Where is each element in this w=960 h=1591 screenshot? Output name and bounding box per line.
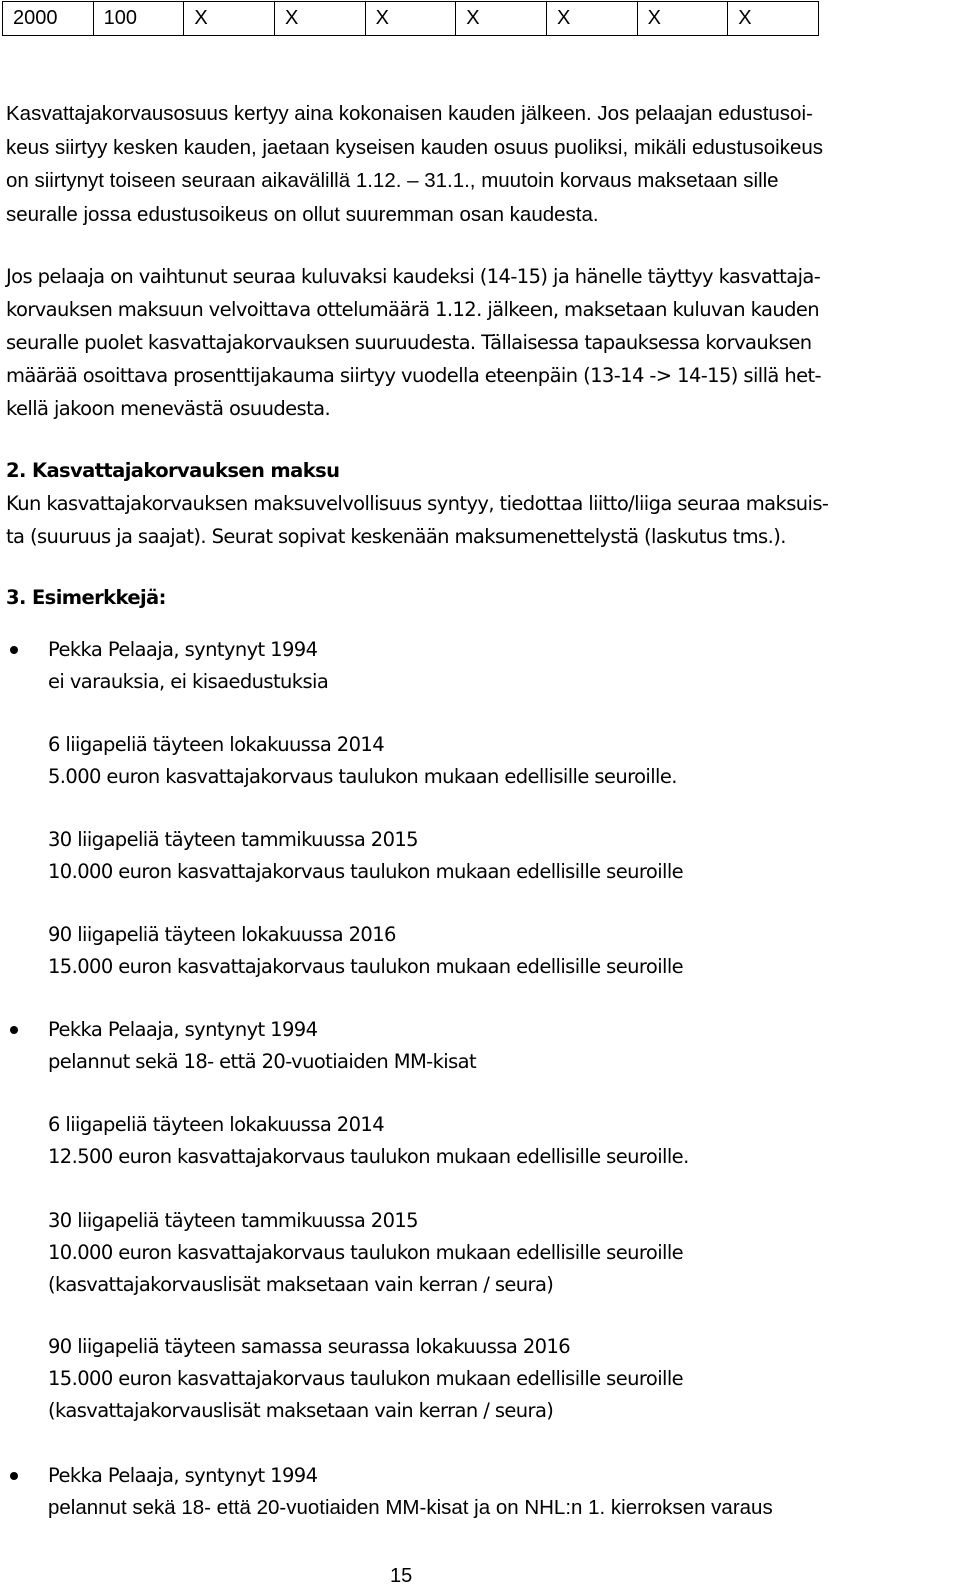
- example-name: Pekka Pelaaja, syntynyt 1994: [48, 1018, 318, 1041]
- text-line: korvauksen maksuun velvoittava ottelumäärä 1.12. jälkeen, maksetaan kuluvan kauden: [6, 298, 820, 321]
- table-cell: X: [365, 2, 456, 36]
- example-line: 12.500 euron kasvattajakorvaus taulukon mukaan edellisille seuroille.: [48, 1145, 689, 1168]
- example-line: 15.000 euron kasvattajakorvaus taulukon mukaan edellisille seuroille: [48, 955, 684, 978]
- example-line: 10.000 euron kasvattajakorvaus taulukon mukaan edellisille seuroille: [48, 860, 684, 883]
- example-line: 6 liigapeliä täyteen lokakuussa 2014: [48, 1113, 385, 1136]
- example-line: 30 liigapeliä täyteen tammikuussa 2015: [48, 1209, 418, 1232]
- table-cell: X: [546, 2, 637, 36]
- text-line: kellä jakoon menevästä osuudesta.: [6, 397, 331, 420]
- text-line: seuralle puolet kasvattajakorvauksen suuruudesta. Tällaisessa tapauksessa korvauksen: [6, 331, 812, 354]
- example-name: Pekka Pelaaja, syntynyt 1994: [48, 638, 318, 661]
- table-cell: X: [728, 2, 819, 36]
- example-line: 6 liigapeliä täyteen lokakuussa 2014: [48, 733, 385, 756]
- table-cell: X: [184, 2, 275, 36]
- top-table: [2, 1, 819, 36]
- text-line: Kun kasvattajakorvauksen maksuvelvollisuus syntyy, tiedottaa liitto/liiga seuraa maksuis-: [6, 492, 829, 515]
- text-line: on siirtynyt toiseen seuraan aikavälillä 1.12. – 31.1., muutoin korvaus maksetaan sille: [6, 169, 779, 192]
- section-maksu: [6, 454, 936, 553]
- text-line: Kasvattajakorvausosuus kertyy aina kokonaisen kauden jälkeen. Jos pelaajan edustusoi-: [6, 102, 813, 125]
- table-row: [3, 2, 819, 36]
- example-line: (kasvattajakorvauslisät maksetaan vain kerran / seura): [48, 1399, 554, 1422]
- example-line: 10.000 euron kasvattajakorvaus taulukon mukaan edellisille seuroille: [48, 1241, 684, 1264]
- example-line: 90 liigapeliä täyteen samassa seurassa lokakuussa 2016: [48, 1335, 571, 1358]
- paragraph-edustusoikeus: [6, 97, 936, 231]
- table-cell: X: [274, 2, 365, 36]
- text-line: ta (suuruus ja saajat). Seurat sopivat keskenään maksumenettelystä (laskutus tms.).: [6, 525, 786, 548]
- section-heading-esimerkkeja: 3. Esimerkkejä:: [6, 586, 166, 609]
- example-desc: pelannut sekä 18- että 20-vuotiaiden MM-kisat ja on NHL:n 1. kierroksen varaus: [48, 1496, 773, 1519]
- bullet-icon: [10, 1026, 18, 1034]
- example-line: 30 liigapeliä täyteen tammikuussa 2015: [48, 828, 418, 851]
- table-cell: X: [456, 2, 547, 36]
- table-cell: X: [637, 2, 728, 36]
- text-line: määrää osoittava prosenttijakauma siirtyy vuodella eteenpäin (13-14 -> 14-15) sillä het-: [6, 364, 821, 387]
- text-line: seuralle jossa edustusoikeus on ollut suuremman osan kaudesta.: [6, 202, 599, 226]
- table-cell: 2000: [3, 2, 94, 36]
- example-line: (kasvattajakorvauslisät maksetaan vain kerran / seura): [48, 1273, 554, 1296]
- page-number: 15: [390, 1565, 413, 1587]
- example-line: 5.000 euron kasvattajakorvaus taulukon mukaan edellisille seuroille.: [48, 765, 677, 788]
- example-desc: ei varauksia, ei kisaedustuksia: [48, 670, 329, 693]
- section-heading: 2. Kasvattajakorvauksen maksu: [6, 459, 340, 482]
- text-line: keus siirtyy kesken kauden, jaetaan kyseisen kauden osuus puoliksi, mikäli edustusoikeus: [6, 135, 824, 159]
- paragraph-seuran-vaihto: [6, 260, 936, 425]
- table-cell: 100: [93, 2, 184, 36]
- example-desc: pelannut sekä 18- että 20-vuotiaiden MM-kisat: [48, 1050, 477, 1073]
- example-line: 90 liigapeliä täyteen lokakuussa 2016: [48, 923, 396, 946]
- bullet-icon: [10, 1472, 18, 1480]
- text-line: Jos pelaaja on vaihtunut seuraa kuluvaksi kaudeksi (14-15) ja hänelle täyttyy kasvattaja-: [6, 265, 821, 288]
- bullet-icon: [10, 646, 18, 654]
- example-name: Pekka Pelaaja, syntynyt 1994: [48, 1464, 318, 1487]
- example-line: 15.000 euron kasvattajakorvaus taulukon mukaan edellisille seuroille: [48, 1367, 684, 1390]
